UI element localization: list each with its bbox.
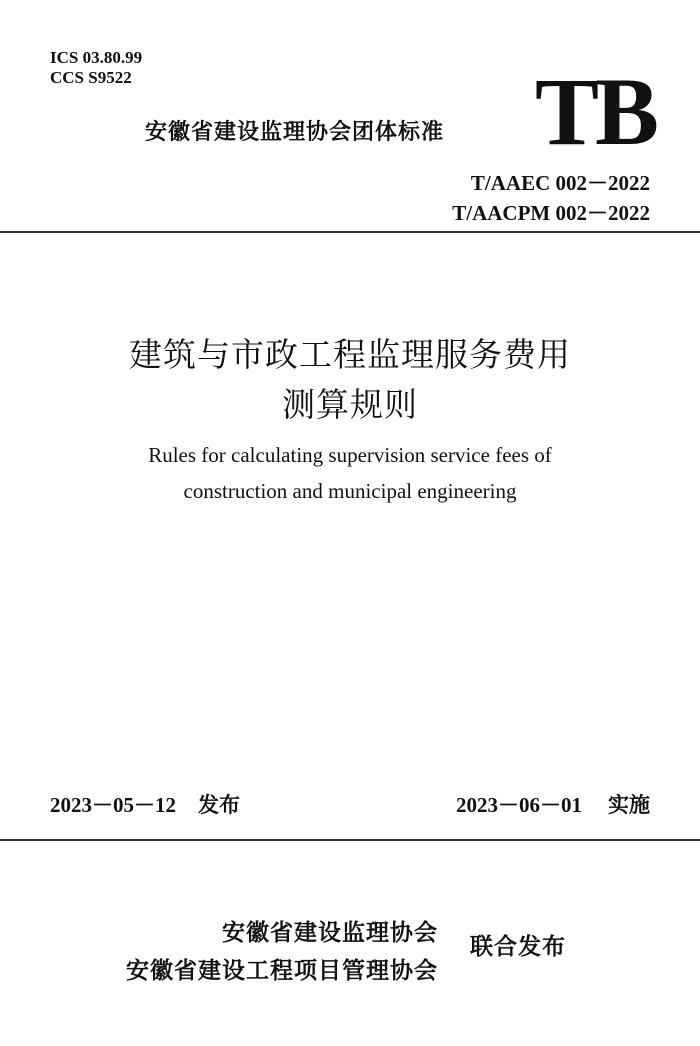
standard-type-label: 安徽省建设监理协会团体标准 bbox=[145, 120, 445, 145]
publisher-2: 安徽省建设工程项目管理协会 bbox=[126, 958, 438, 984]
chinese-title-line-2: 测算规则 bbox=[282, 385, 418, 424]
english-title bbox=[0, 437, 700, 509]
classification-codes bbox=[50, 48, 142, 88]
bottom-divider bbox=[0, 839, 700, 841]
publisher-1: 安徽省建设监理协会 bbox=[222, 920, 438, 946]
publisher-list bbox=[126, 914, 438, 990]
issue-label: 发布 bbox=[198, 793, 240, 817]
implementation-date-block bbox=[456, 790, 650, 820]
standard-numbers bbox=[452, 168, 650, 228]
chinese-title-line-1: 建筑与市政工程监理服务费用 bbox=[129, 335, 571, 374]
chinese-title bbox=[0, 330, 700, 430]
joint-publish-label: 联合发布 bbox=[470, 934, 566, 960]
ics-code: ICS 03.80.99 bbox=[50, 48, 143, 67]
top-divider bbox=[0, 231, 700, 233]
implementation-date: 2023－06－01 bbox=[456, 793, 582, 817]
ccs-code: CCS S9522 bbox=[50, 68, 132, 87]
english-title-line-2: construction and municipal engineering bbox=[183, 479, 517, 503]
tb-mark: TB bbox=[535, 58, 656, 165]
standard-number-aacpm: T/AACPM 002－2022 bbox=[452, 201, 650, 225]
issue-date-block bbox=[50, 790, 240, 820]
english-title-line-1: Rules for calculating supervision service fees of bbox=[148, 443, 552, 467]
issue-date: 2023－05－12 bbox=[50, 793, 176, 817]
standard-number-aaec: T/AAEC 002－2022 bbox=[470, 171, 650, 195]
implementation-label: 实施 bbox=[608, 793, 650, 817]
